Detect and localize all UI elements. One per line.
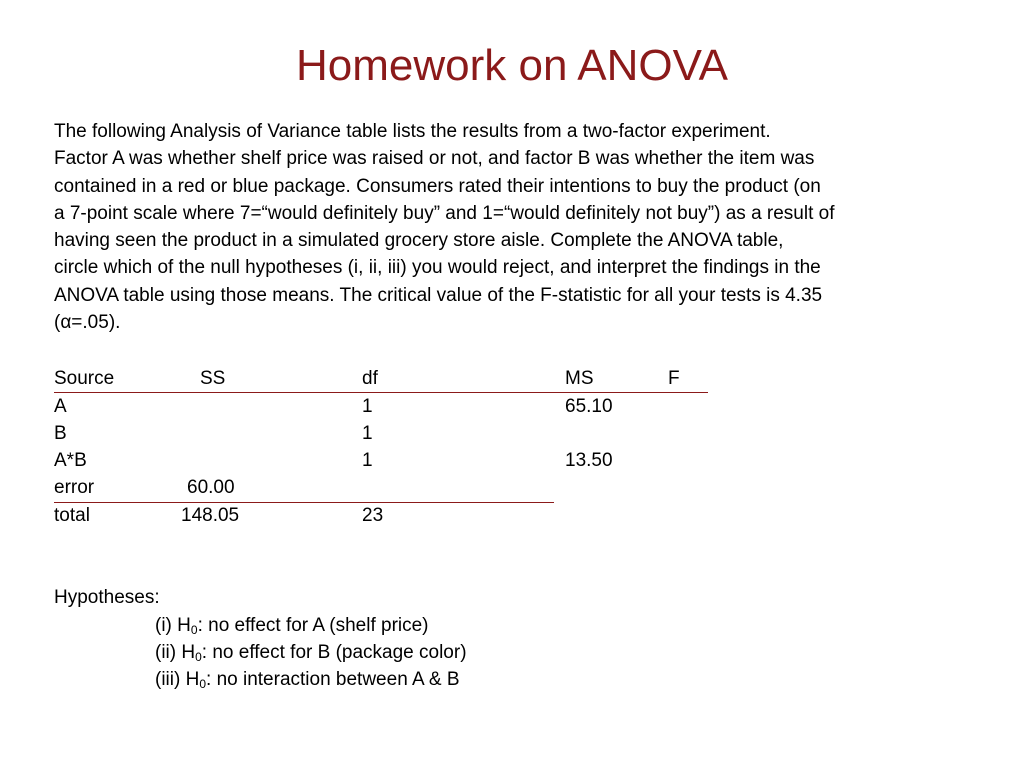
row-source: total	[54, 505, 90, 526]
row-df: 1	[362, 450, 373, 471]
row-ms: 13.50	[565, 450, 613, 471]
row-source: A	[54, 396, 67, 417]
header-ss: SS	[200, 368, 226, 389]
row-source: error	[54, 477, 95, 498]
intro-line: ANOVA table using those means. The critical value of the F-statistic for all your tests is 4.35	[54, 284, 823, 306]
intro-line: a 7-point scale where 7=“would definitely buy” and 1=“would definitely not buy”) as a result of	[54, 202, 835, 224]
header-source: Source	[54, 368, 115, 389]
intro-line: having seen the product in a simulated grocery store aisle. Complete the ANOVA table,	[54, 230, 784, 252]
intro-line: The following Analysis of Variance table lists the results from a two-factor experiment.	[54, 121, 771, 142]
hypothesis-item	[155, 639, 467, 666]
header-ms: MS	[565, 368, 594, 389]
header-df: df	[362, 368, 378, 389]
hypothesis-subscript: 0	[199, 677, 207, 691]
intro-line: circle which of the null hypotheses (i, ii, iii) you would reject, and interpret the findings in the	[54, 257, 821, 279]
row-ms: 65.10	[565, 396, 613, 417]
row-df: 1	[362, 396, 373, 417]
hypothesis-text: : no effect for B (package color)	[201, 642, 467, 663]
hypothesis-prefix: (i) H	[155, 615, 191, 636]
hypothesis-prefix: (iii) H	[155, 669, 200, 690]
intro-paragraph	[54, 118, 1004, 336]
intro-line: contained in a red or blue package. Consumers rated their intentions to buy the product (on	[54, 175, 821, 197]
hypothesis-subscript: 0	[190, 623, 198, 637]
hypotheses-heading: Hypotheses:	[54, 587, 160, 608]
hypothesis-text: : no effect for A (shelf price)	[197, 615, 429, 636]
row-ss: 60.00	[187, 477, 235, 498]
intro-line: Factor A was whether shelf price was raised or not, and factor B was whether the item was	[54, 148, 815, 170]
hypothesis-item	[155, 612, 429, 639]
row-ss: 148.05	[181, 505, 240, 526]
row-source: A*B	[54, 450, 87, 471]
row-df: 1	[362, 423, 373, 444]
intro-line: (α=.05).	[54, 312, 121, 334]
hypothesis-text: : no interaction between A & B	[206, 669, 460, 690]
row-source: B	[54, 423, 67, 444]
hypothesis-subscript: 0	[195, 650, 202, 664]
total-divider	[54, 502, 554, 503]
row-df: 23	[362, 505, 384, 526]
hypothesis-prefix: (ii) H	[155, 642, 196, 663]
slide-title: Homework on ANOVA	[295, 41, 728, 90]
hypothesis-item	[155, 666, 460, 693]
header-f: F	[668, 368, 680, 389]
